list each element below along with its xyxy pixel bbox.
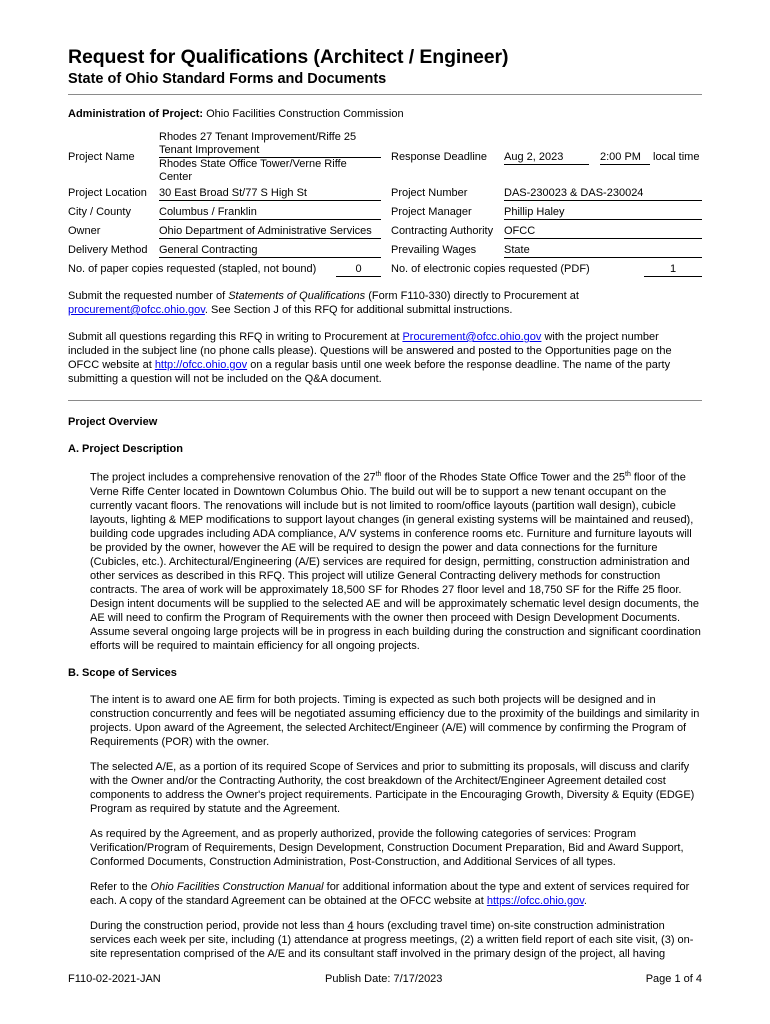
delivery-method-label: Delivery Method (68, 244, 148, 256)
owner-label: Owner (68, 225, 101, 237)
footer-page-number: Page 1 of 4 (645, 973, 702, 985)
project-name-line-3: Rhodes State Office Tower/Verne Riffe (159, 158, 347, 170)
header-divider (68, 94, 702, 95)
project-name-field[interactable] (159, 131, 381, 184)
submit-text-em: Statements of Qualifications (228, 290, 366, 302)
response-deadline-label: Response Deadline (391, 151, 488, 163)
scope4-text-c: . (583, 894, 587, 907)
footer-form-id: F110-02-2021-JAN (68, 973, 161, 985)
scope-paragraph-4 (90, 880, 702, 908)
project-description-heading: A. Project Description (68, 443, 183, 455)
scope4-text-a: Refer to the (90, 880, 151, 893)
procurement-email-link[interactable]: procurement@ofcc.ohio.gov (68, 304, 205, 316)
project-number-label: Project Number (391, 187, 468, 199)
document-title: Request for Qualifications (Architect / Engineer) (68, 46, 509, 68)
procurement-email-link-2[interactable]: Procurement@ofcc.ohio.gov (402, 331, 542, 343)
local-time-label: local time (653, 151, 700, 163)
response-deadline-time[interactable]: 2:00 PM (600, 151, 650, 165)
overview-heading: Project Overview (68, 416, 158, 428)
prevailing-wages-field[interactable]: State (504, 244, 702, 258)
paper-copies-field[interactable]: 0 (336, 263, 381, 277)
questions-paragraph (68, 330, 702, 386)
admin-value: Ohio Facilities Construction Commission (206, 108, 404, 120)
prevailing-wages-label: Prevailing Wages (391, 244, 477, 256)
admin-label: Administration of Project: (68, 108, 204, 120)
project-location-label: Project Location (68, 187, 147, 199)
ofcc-website-link[interactable]: http://ofcc.ohio.gov (154, 359, 248, 371)
project-description-text (90, 468, 702, 653)
project-manager-field[interactable]: Phillip Haley (504, 206, 702, 220)
scope-paragraph-3: As required by the Agreement, and as properly authorized, provide the following categories of services: Program Verification/Program of Requirements, Design Development, Construction Document Preparation, Bid and Award Support, Conformed Documents, Construction Administration, Post-Construction, and Additional Services of all types. (90, 827, 684, 868)
project-manager-label: Project Manager (391, 206, 472, 218)
contracting-authority-label: Contracting Authority (391, 225, 494, 237)
scope-of-services-heading: B. Scope of Services (68, 666, 177, 679)
scope4-text-em: Ohio Facilities Construction Manual (150, 880, 324, 893)
city-county-label: City / County (68, 206, 131, 218)
project-info-form (68, 131, 702, 281)
paper-copies-label: No. of paper copies requested (stapled, not bound) (68, 263, 317, 275)
electronic-copies-field[interactable]: 1 (644, 263, 702, 277)
desc-text-2: floor of the Rhodes State Office Tower and the 25 (381, 471, 625, 484)
desc-sup-2: th (625, 471, 631, 478)
questions-text-a: Submit all questions regarding this RFQ in writing to Procurement at (68, 331, 403, 343)
project-number-field[interactable]: DAS-230023 & DAS-230024 (504, 187, 702, 201)
scope-paragraph-5 (90, 919, 702, 961)
response-deadline-date[interactable]: Aug 2, 2023 (504, 151, 589, 165)
scope5-text-b: hours (excluding travel time) on-site construction administration services each week per site, including (1) attendance at progress meetings, (2) a written field report of each site visit, (3) on-site representation comprised of the A/E and its consultant staff involved in the primary design of the project, all having (90, 919, 694, 960)
ofcc-https-link[interactable]: https://ofcc.ohio.gov (486, 894, 584, 907)
scope5-text-a: During the construction period, provide not less than (90, 919, 348, 932)
project-name-line-1: Rhodes 27 Tenant Improvement/Riffe 25 (159, 131, 357, 143)
contracting-authority-field[interactable]: OFCC (504, 225, 702, 239)
scope5-hours: 4 (347, 919, 354, 932)
electronic-copies-label: No. of electronic copies requested (PDF) (391, 263, 590, 275)
owner-field[interactable]: Ohio Department of Administrative Services (159, 225, 381, 239)
project-location-field[interactable]: 30 East Broad St/77 S High St (159, 187, 381, 201)
project-name-label: Project Name (68, 151, 135, 163)
submit-text-c: . See Section J of this RFQ for additional submittal instructions. (204, 304, 513, 316)
section-divider (68, 400, 702, 401)
project-name-line-4: Center (159, 171, 193, 183)
delivery-method-field[interactable]: General Contracting (159, 244, 381, 258)
questions-text-b: with the project number included in the subject line (no phone calls please). Questions will be answered and posted to the Opportunities page on the OFCC website at (68, 331, 672, 371)
city-county-field[interactable]: Columbus / Franklin (159, 206, 381, 220)
scope-paragraph-1: The intent is to award one AE firm for both projects. Timing is expected as such both projects will be designed and in construction concurrently and fees will be negotiated assuming efficiency due to the proximity of the buildings and similarity in projects. Upon award of the Agreement, the selected Architect/Engineer (A/E) will commence by confirming the Program of Requirements (POR) with the owner. (90, 693, 700, 748)
desc-sup-1: th (375, 471, 382, 478)
administration-line (68, 107, 702, 121)
questions-text-c: on a regular basis until one week before the response deadline. The name of the party submitting a question will not be included on the Q&A document. (68, 359, 671, 385)
submit-text-a: Submit the requested number of (68, 290, 229, 302)
submittal-paragraph (68, 289, 702, 317)
document-subtitle: State of Ohio Standard Forms and Documents (68, 71, 387, 87)
desc-text-1: The project includes a comprehensive renovation of the 27 (90, 471, 376, 484)
project-name-line-2: Tenant Improvement (159, 144, 381, 158)
scope-paragraph-2: The selected A/E, as a portion of its required Scope of Services and prior to submitting its proposals, will discuss and clarify with the Owner and/or the Contracting Authority, the cost breakdown of the Architect/Engineer Agreement detailed cost components to address the Owner's project requirements. Participate in the Encouraging Growth, Diversity & Equity (EDGE) Program as required by statute and the Agreement. (90, 760, 695, 815)
scope4-text-b: for additional information about the type and extent of services required for each. A copy of the standard Agreement can be obtained at the OFCC website at (90, 880, 690, 907)
submit-text-b: (Form F110-330) directly to Procurement at (365, 290, 579, 302)
footer-publish-date: Publish Date: 7/17/2023 (325, 973, 443, 985)
desc-text-3: floor of the Verne Riffe Center located in Downtown Columbus Ohio. The build out will be to support a new tenant occupant on the currently vacant floors. The renovations will include but is not limited to room/office layouts (partition wall design), cubicle layouts, lighting & MEP modifications to support layout changes (in general existing systems will be maintained and reused), building code upgrades including ADA compliance, A/V systems in conference rooms etc. Furniture and furniture layouts will be provided by the owner, however the AE will be required to design the power and data connections for the furniture (Cubicles, etc.). Architectural/Engineering (A/E) services are required for design, permitting, construction administration and other services as described in this RFQ. This project will utilize General Contracting delivery methods for construction contracts. The area of work will be approximately 18,500 SF for Rhodes 27 floor level and 18,750 SF for the Riffe 25 floor. Design intent documents will be supplied to the selected AE and will be approximately schematic level design documents, the AE will need to confirm the Program of Requirements with the owner then proceed with Design Development Documents. Assume several ongoing large projects will be in progress in each building during the construction and significant coordination efforts will be required to maintain efficiency for all ongoing projects. (90, 471, 701, 652)
